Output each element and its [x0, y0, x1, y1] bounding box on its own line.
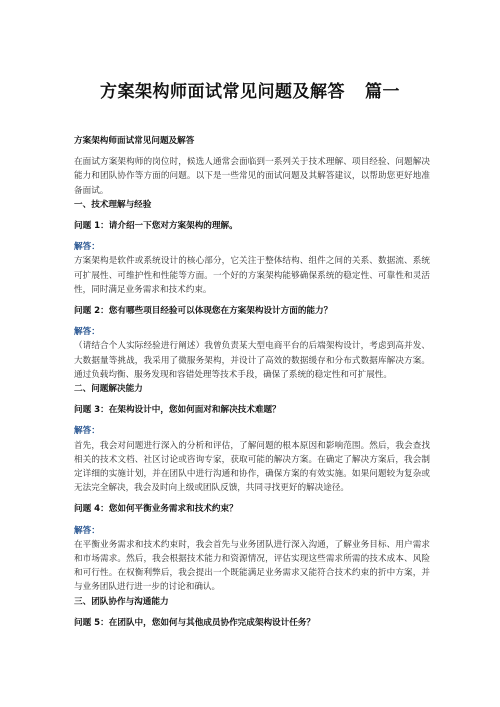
document-subtitle: 方案架构师面试常见问题及解答: [74, 136, 195, 146]
answer-4: 在平衡业务需求和技术约束时，我会首先与业务团队进行深入沟通，了解业务目标、用户需求和市场需求。然后，我会根据技术能力和资源情况，评估实现这些需求所需的技术成本、风险和可行性。在权衡利弊后，我会提出一个既能满足业务需求又能符合技术约束的折中方案，并与业务团队进行进一步的讨论和确认。: [74, 539, 430, 593]
section-heading-problem-solving: 二、问题解决能力: [74, 384, 143, 395]
question-2: 问题 2：您有哪些项目经验可以体现您在方案架构设计方面的能力？: [74, 306, 333, 317]
answer-2: （请结合个人实际经验进行阐述）我曾负责某大型电商平台的后端架构设计，考虑到高并发、大数据量等挑战，我采用了微服务架构，并设计了高效的数据缓存和分布式数据库解决方案。通过负载均衡、服务发现和容错处理等技术手段，确保了系统的稳定性和可扩展性。: [74, 341, 430, 380]
answer-label-3: 解答：: [74, 426, 100, 437]
answer-label-4: 解答：: [74, 525, 100, 536]
document-title-text: 方案架构师面试常见问题及解答: [100, 82, 345, 102]
question-4: 问题 4：您如何平衡业务需求和技术约束？: [74, 504, 238, 515]
section-heading-technical: 一、技术理解与经验: [74, 199, 152, 210]
document-title: [0, 77, 500, 102]
document-body: [74, 134, 430, 637]
intro-paragraph: 在面试方案架构师的岗位时，候选人通常会面临到一系列关于技术理解、项目经验、问题解决能力和团队协作等方面的问题。以下是一些常见的面试问题及其解答建议，以帮助您更好地准备面试。: [74, 157, 430, 196]
answer-label-1: 解答：: [74, 242, 100, 253]
answer-label-2: 解答：: [74, 327, 100, 338]
answer-3: 首先，我会对问题进行深入的分析和评估，了解问题的根本原因和影响范围。然后，我会查找相关的技术文档、社区讨论或咨询专家，获取可能的解决方案。在确定了解决方案后，我会制定详细的实施计划，并在团队中进行沟通和协作，确保方案的有效实施。如果问题较为复杂或无法完全解决，我会及时向上级或团队反馈，共同寻找更好的解决途径。: [74, 440, 430, 494]
section-heading-teamwork: 三、团队协作与沟通能力: [74, 596, 169, 607]
question-5: 问题 5：在团队中，您如何与其他成员协作完成架构设计任务？: [74, 617, 316, 628]
document-title-part: 篇一: [365, 82, 400, 102]
answer-1: 方案架构是软件或系统设计的核心部分，它关注于整体结构、组件之间的关系、数据流、系统可扩展性、可维护性和性能等方面。一个好的方案架构能够确保系统的稳定性、可靠性和灵活性，同时满足业务需求和技术约束。: [74, 256, 430, 295]
question-1: 问题 1：请介绍一下您对方案架构的理解。: [74, 221, 238, 232]
question-3: 问题 3：在架构设计中，您如何面对和解决技术难题？: [74, 405, 281, 416]
